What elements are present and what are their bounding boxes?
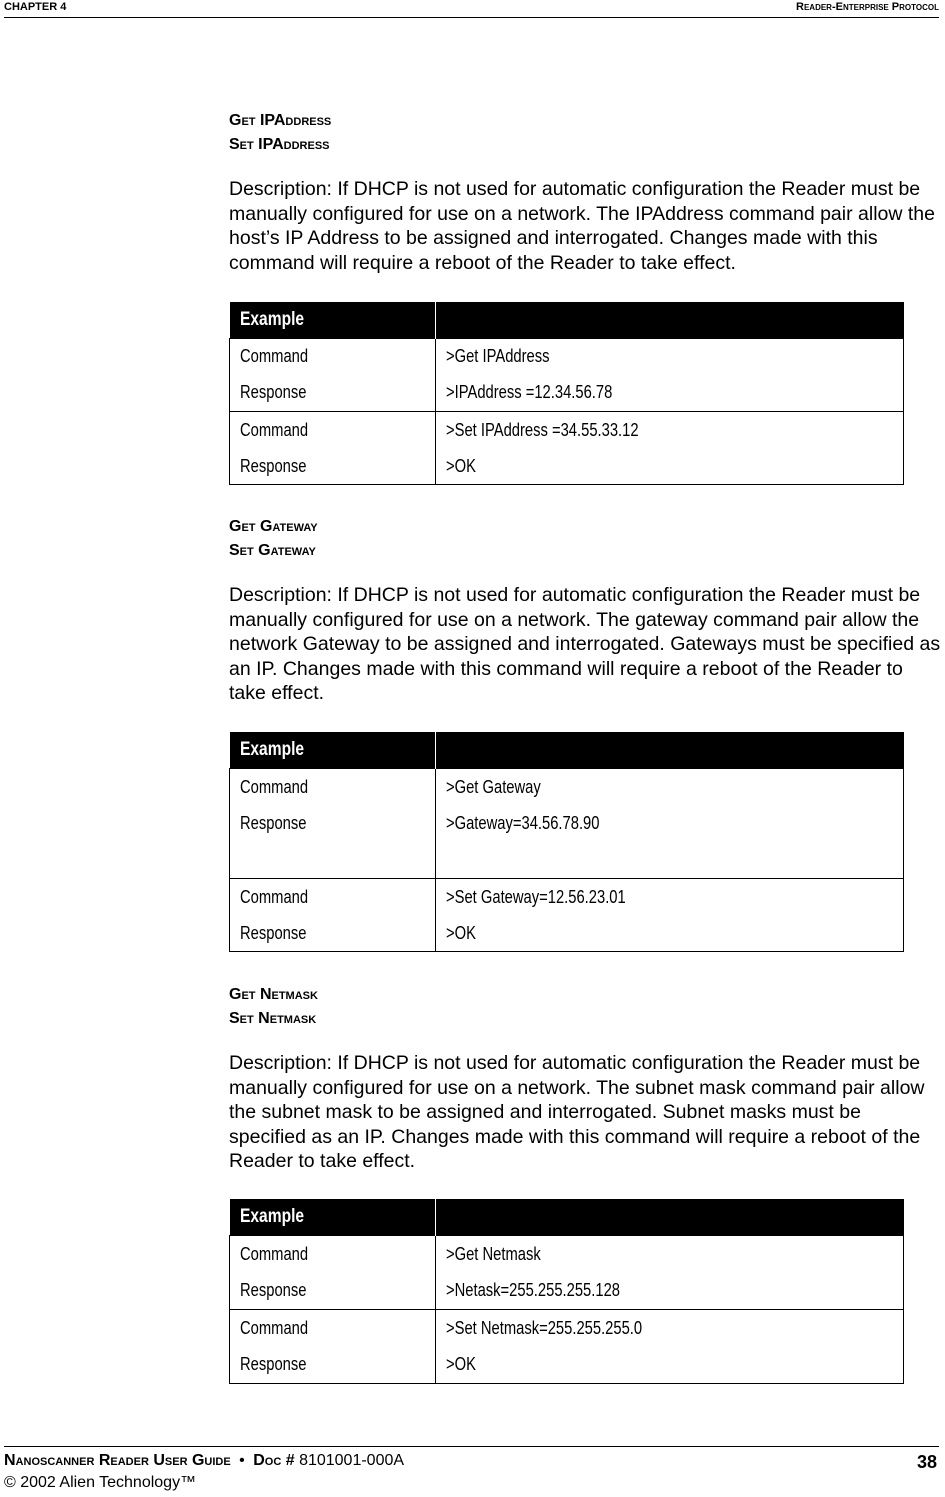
set-heading: Set Netmask <box>229 1010 317 1027</box>
description: Description: If DHCP is not used for automatic configuration the Reader must be manually configured for use on a network. The subnet mask command pair allow the subnet mask to be assigned and interrogated. Subnet masks must be specified as an IP. Changes made with this command will require a reboot of the Reader to take effect. <box>229 1052 925 1172</box>
example-table-netmask <box>229 1199 904 1384</box>
get-heading: Get Netmask <box>229 986 318 1003</box>
get-heading: Get IPAddress <box>229 112 332 129</box>
example-label: Example <box>239 739 304 760</box>
table-row: Response >IPAddress =12.34.56.78 <box>230 375 904 412</box>
table-row: Response >OK <box>230 449 904 485</box>
table-row: Command >Set IPAddress =34.55.33.12 <box>230 412 904 449</box>
header-rule <box>4 17 939 18</box>
table-row: Command >Get Netmask <box>230 1236 904 1273</box>
table-row: Command >Set Netmask=255.255.255.0 <box>230 1310 904 1347</box>
bullet: • <box>239 1452 245 1469</box>
section-netmask <box>229 983 941 1174</box>
table-header <box>230 1199 904 1236</box>
doc-label: Doc # <box>253 1452 295 1469</box>
description: Description: If DHCP is not used for automatic configuration the Reader must be manually configured for use on a network. The IPAddress command pair allow the host’s IP Address to be assigned and interrogated. Changes made with this command will require a reboot of the Reader to take effect. <box>229 178 935 274</box>
example-label: Example <box>239 1206 304 1227</box>
doc-number: 8101001-000A <box>299 1452 405 1469</box>
page-number: 38 <box>916 1452 937 1472</box>
copyright: © 2002 Alien Technology™ <box>4 1474 197 1491</box>
table-row: Command >Get IPAddress <box>230 339 904 375</box>
section-gateway <box>229 515 941 706</box>
guide-title: Nanoscanner Reader User Guide <box>4 1452 231 1469</box>
table-row: Response >OK <box>230 916 904 952</box>
set-heading: Set IPAddress <box>229 136 330 153</box>
table-row: Response >Gateway=34.56.78.90 <box>230 807 904 879</box>
section-title: Reader-Enterprise Protocol <box>796 1 939 13</box>
table-header <box>230 302 904 339</box>
set-heading: Set Gateway <box>229 542 316 559</box>
table-row: Response >OK <box>230 1347 904 1384</box>
chapter-label: CHAPTER 4 <box>4 1 67 13</box>
example-table-gateway <box>229 732 904 952</box>
table-row: Command >Get Gateway <box>230 769 904 807</box>
example-label: Example <box>239 309 304 330</box>
table-row: Response >Netask=255.255.255.128 <box>230 1273 904 1310</box>
footer-rule <box>4 1446 939 1447</box>
table-header <box>230 732 904 769</box>
page-header <box>4 0 939 16</box>
description: Description: If DHCP is not used for automatic configuration the Reader must be manually configured for use on a network. The gateway command pair allow the network Gateway to be assigned and interrogated. Gateways must be specified as an IP. Changes made with this command will require a reboot of the Reader to take effect. <box>229 584 941 704</box>
section-ipaddress <box>229 109 941 275</box>
table-row: Command >Set Gateway=12.56.23.01 <box>230 879 904 916</box>
get-heading: Get Gateway <box>229 518 318 535</box>
page-footer <box>4 1452 939 1491</box>
example-table-ipaddress <box>229 302 904 485</box>
